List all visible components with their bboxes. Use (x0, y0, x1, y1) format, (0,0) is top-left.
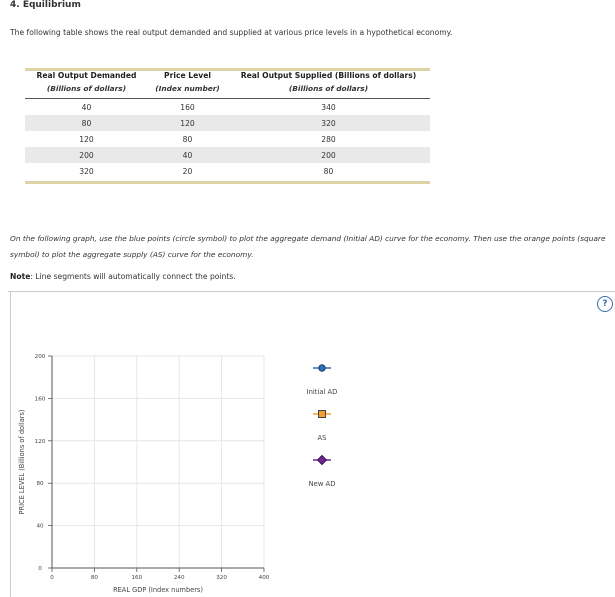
data-table (25, 68, 430, 179)
table-top-rule (25, 68, 430, 71)
x-axis-label: REAL GDP (Index numbers) (113, 586, 203, 594)
table-row: 320 20 80 (79, 166, 334, 176)
x-tick-label: 0 (50, 575, 54, 581)
y-tick-label: 120 (34, 438, 46, 445)
x-tick-label: 400 (258, 575, 270, 581)
x-tick-label: 320 (216, 575, 227, 581)
table-row: 200 40 200 (25, 147, 430, 163)
question-title: 4. Equilibrium (10, 0, 81, 10)
y-tick-label: 0 (38, 566, 42, 572)
x-tick-label: 160 (131, 575, 143, 581)
header-output-demanded: Real Output Demanded (Billions of dollars) (36, 71, 137, 93)
table-header (25, 68, 430, 99)
table-row: 40 160 340 (81, 102, 336, 112)
y-axis-label: PRICE LEVEL (Billions of dollars) (18, 409, 26, 515)
graph-instructions: On the following graph, use the blue points (circle symbol) to plot the aggregate demand (Initial AD) curve for the economy. Then use the orange points (square symbol) to plot the aggregate supply (AS) curve for the economy. (10, 234, 606, 259)
help-icon[interactable]: ? (597, 296, 613, 312)
y-tick-label: 80 (36, 481, 44, 488)
legend-label: AS (317, 434, 327, 442)
table-row: 80 120 320 (25, 115, 430, 131)
x-tick-label: 240 (173, 575, 185, 581)
note-label: Note (10, 272, 31, 281)
note (10, 272, 236, 281)
y-tick-label: 40 (36, 523, 44, 530)
question-intro: The following table shows the real output demanded and supplied at various price levels in a hypothetical economy. (10, 28, 453, 37)
table-row: 120 80 280 (79, 134, 336, 144)
header-output-supplied: Real Output Supplied (Billions of dollars) (Billions of dollars) (240, 71, 417, 93)
y-tick-label: 200 (34, 354, 46, 360)
note-text: : Line segments will automatically connect the points. (30, 272, 236, 281)
legend-label: Initial AD (306, 388, 338, 396)
y-tick-label: 160 (34, 396, 46, 403)
table-bottom-rule (25, 181, 430, 184)
header-price-level: Price Level (Index number) (155, 71, 220, 93)
plot-area-frame (10, 291, 373, 597)
legend-label: New AD (308, 480, 336, 488)
x-tick-label: 80 (90, 575, 98, 581)
